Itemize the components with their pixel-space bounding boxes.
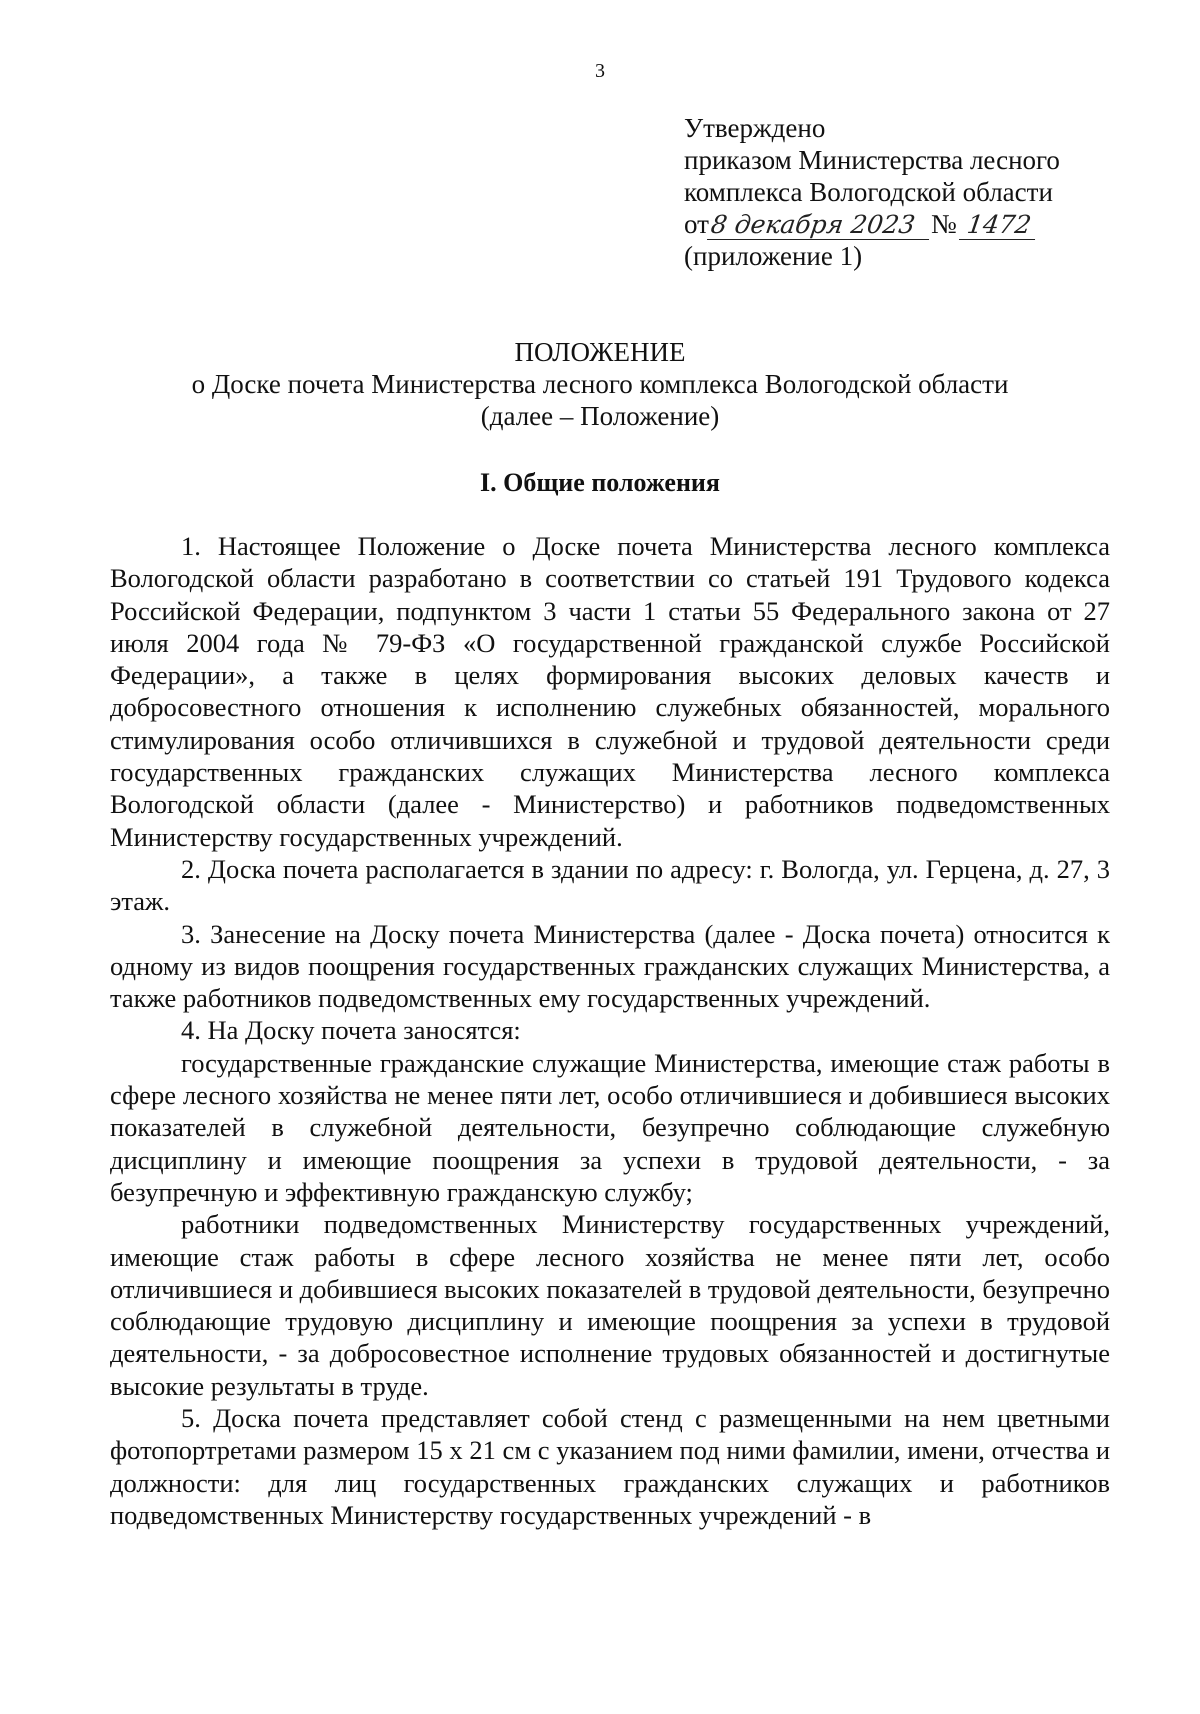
paragraph-2: 2. Доска почета располагается в здании по адресу: г. Вологда, ул. Герцена, д. 27, 3 этаж.: [110, 853, 1110, 917]
document-heading: [0, 336, 1200, 432]
document-short-name: (далее – Положение): [480, 401, 720, 431]
paragraph-5: 5. Доска почета представляет собой стенд с размещенными на нем цветными фотопортретами размером 15 х 21 см с указанием под ними фамилии, имени, отчества и должности: для лиц государственных гражданских служащих и работников подведомственных Министерству государственных учреждений - в: [110, 1403, 1110, 1530]
approval-date-row: [684, 208, 1154, 240]
approval-from-label: от: [684, 209, 709, 239]
approval-order-line: приказом Министерства лесного: [684, 145, 1060, 175]
section-title: I. Общие положения: [480, 468, 720, 497]
approval-number-label: №: [930, 209, 957, 239]
list-item-institution-workers: работники подведомственных Министерству государственных учреждений, имеющие стаж работы в сфере лесного хозяйства не менее пяти лет, особо отличившиеся и добившиеся высоких показателей в трудовой деятельности, безупречно соблюдающие трудовую дисциплину и имеющие поощрения за успехи в трудовой деятельности, - за добросовестное исполнение трудовых обязанностей и достигнутые высокие результаты в труде.: [110, 1209, 1111, 1401]
approval-block: [684, 112, 1154, 272]
page-number: 3: [595, 60, 605, 82]
document-subtitle: о Доске почета Министерства лесного комплекса Вологодской области: [191, 369, 1009, 399]
handwritten-number: 1472: [959, 211, 1039, 240]
list-item-civil-servants: государственные гражданские служащие Министерства, имеющие стаж работы в сфере лесного хозяйства не менее пяти лет, особо отличившиеся и добившиеся высоких показателей в служебной деятельности, безупречно соблюдающие служебную дисциплину и имеющие поощрения за успехи в трудовой деятельности, - за безупречную и эффективную гражданскую службу;: [110, 1047, 1110, 1207]
approval-title: Утверждено: [684, 113, 826, 143]
paragraph-3: 3. Занесение на Доску почета Министерства (далее - Доска почета) относится к одному из видов поощрения государственных гражданских служащих Министерства, а также работников подведомственных ему государственных учреждений.: [110, 918, 1110, 1014]
handwritten-date: 8 декабря 2023: [707, 211, 933, 240]
approval-region-line: комплекса Вологодской области: [684, 177, 1053, 207]
paragraph-1: 1. Настоящее Положение о Доске почета Министерства лесного комплекса Вологодской области разработано в соответствии со статьей 191 Трудового кодекса Российской Федерации, подпунктом 3 части 1 статьи 55 Федерального закона от 27 июля 2004 года № 79-ФЗ «О государственной гражданской службе Российской Федерации», а также в целях формирования высоких деловых качеств и добросовестного отношения к исполнению служебных обязанностей, морального стимулирования особо отличившихся в служебной и трудовой деятельности среди государственных гражданских служащих Министерства лесного комплекса Вологодской области (далее - Министерство) и работников подведомственных Министерству государственных учреждений.: [110, 531, 1110, 852]
document-title: ПОЛОЖЕНИЕ: [514, 337, 686, 367]
document-body: [110, 530, 1110, 1531]
paragraph-4: 4. На Доску почета заносятся:: [181, 1015, 521, 1046]
approval-appendix: (приложение 1): [684, 241, 863, 271]
